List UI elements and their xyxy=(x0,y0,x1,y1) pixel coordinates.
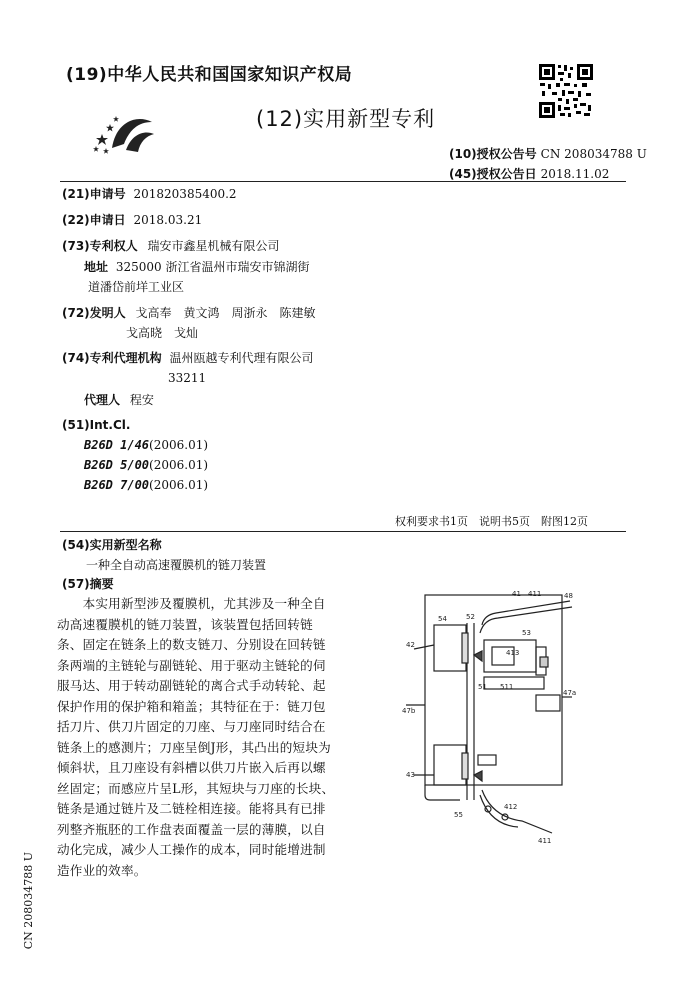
figure-label-47a: 47a xyxy=(563,689,577,697)
ipc-entry xyxy=(84,458,208,472)
ipc-entry xyxy=(84,478,208,492)
inventors-line-1: 戈高奉 黄文鸿 周浙永 陈建敏 xyxy=(135,306,316,320)
patentee-label: (73)专利权人 xyxy=(62,239,138,253)
header-divider xyxy=(60,181,626,182)
ipc-label xyxy=(62,415,130,435)
figure-label-412: 412 xyxy=(504,803,518,811)
abstract-line: 条两端的主链轮与副链轮、用于驱动主链轮的伺 xyxy=(57,657,326,673)
abstract-line: 列整齐瓶胚的工作盘表面覆盖一层的薄膜，以自 xyxy=(57,821,326,837)
patent-agency-label: (74)专利代理机构 xyxy=(62,351,162,365)
agent-value: 程安 xyxy=(129,393,154,407)
cnipa-emblem xyxy=(90,104,162,156)
application-date-label: (22)申请日 xyxy=(62,213,126,227)
address-label: 地址 xyxy=(84,260,109,274)
ipc-code: B26D 5/00 xyxy=(84,458,150,472)
figure-label-42: 42 xyxy=(406,641,415,649)
abstract-label-text: (57)摘要 xyxy=(62,577,114,591)
figure-label-41: 41 xyxy=(512,590,521,598)
abstract-line: 括刀片、供刀片固定的刀座、与刀座同时结合在 xyxy=(57,719,326,734)
abstract-line: 动化完成，减少人工操作的成本，同时能增进制 xyxy=(57,842,326,857)
inventors-line-2: 戈高晓 戈灿 xyxy=(126,326,199,340)
agent-label: 代理人 xyxy=(84,393,121,407)
figure-label-48: 48 xyxy=(564,592,573,600)
publication-date-value: 2018.11.02 xyxy=(540,167,610,181)
abstract-line: 丝固定；而感应片呈L形，其短块与刀座的长块、 xyxy=(57,780,335,796)
patent-agency xyxy=(62,348,314,368)
figure-label-43: 43 xyxy=(406,771,415,779)
patentee-value: 瑞安市鑫星机械有限公司 xyxy=(147,239,280,253)
figure-label-52: 52 xyxy=(466,613,475,621)
publication-number-value: CN 208034788 U xyxy=(540,147,647,161)
figure-label-55: 55 xyxy=(454,811,463,819)
figure-label-47b: 47b xyxy=(402,707,416,715)
application-number-label: (21)申请号 xyxy=(62,187,126,201)
chain-knife-device-drawing xyxy=(400,585,585,850)
qr-code xyxy=(538,63,594,119)
utility-model-name-label xyxy=(62,535,162,555)
patent-agency-value: 温州瓯越专利代理有限公司 xyxy=(169,351,314,365)
application-number-value: 201820385400.2 xyxy=(133,187,237,201)
patentee xyxy=(62,236,280,256)
address xyxy=(84,257,309,277)
biblio-divider xyxy=(60,531,626,532)
application-date xyxy=(62,210,202,230)
application-number xyxy=(62,184,237,204)
ipc-code: B26D 7/00 xyxy=(84,478,150,492)
ipc-code: B26D 1/46 xyxy=(84,438,150,452)
abstract-line: 条、固定在链条上的数支链刀、分别设在回转链 xyxy=(57,637,326,652)
abstract-label xyxy=(62,574,114,594)
address-line-2: 道潘岱前垟工业区 xyxy=(88,280,185,294)
abstract-line: 动高速覆膜机的链刀装置，该装置包括回转链 xyxy=(57,616,313,632)
document-type: (12)实用新型专利 xyxy=(256,107,436,131)
figure-label-411-bottom: 411 xyxy=(538,837,552,845)
publication-date-label: (45)授权公告日 xyxy=(449,167,537,181)
publication-date xyxy=(449,165,609,182)
inventors-label: (72)发明人 xyxy=(62,306,126,320)
issuing-office: (19)中华人民共和国国家知识产权局 xyxy=(66,65,353,85)
publication-number xyxy=(449,145,647,162)
application-date-value: 2018.03.21 xyxy=(133,213,203,227)
abstract-line: 本实用新型涉及覆膜机，尤其涉及一种全自 xyxy=(57,596,326,611)
ipc-version: (2006.01) xyxy=(149,458,209,472)
patent-agency-code: 33211 xyxy=(168,371,207,385)
page-count-summary: 权利要求书1页 说明书5页 附图12页 xyxy=(395,515,588,528)
figure-label-411-top: 411 xyxy=(528,590,542,598)
ipc-label-text: (51)Int.Cl. xyxy=(62,418,131,432)
abstract-line: 链条是通过链片及二链栓相连接。能将具有已排 xyxy=(57,801,326,816)
figure-label-51: 51 xyxy=(478,683,487,691)
figure-label-511: 511 xyxy=(500,683,514,691)
figure-label-53: 53 xyxy=(522,629,531,637)
abstract-line: 造作业的效率。 xyxy=(57,862,147,878)
inventors xyxy=(62,303,316,323)
utility-model-title: 一种全自动高速覆膜机的链刀装置 xyxy=(86,558,267,572)
ipc-version: (2006.01) xyxy=(149,478,209,492)
ipc-entry xyxy=(84,438,208,452)
side-publication-number: CN 208034788 U xyxy=(22,852,35,950)
title-label: (54)实用新型名称 xyxy=(62,538,162,552)
figure-label-54: 54 xyxy=(438,615,447,623)
abstract-line: 链条上的感测片；刀座呈倒J形，其凸出的短块为 xyxy=(57,739,331,755)
address-line-1: 325000 浙江省温州市瑞安市锦湖街 xyxy=(115,260,310,274)
publication-number-label: (10)授权公告号 xyxy=(449,147,537,161)
figure-label-413-top: 413 xyxy=(506,649,520,657)
agent xyxy=(84,390,154,410)
ipc-version: (2006.01) xyxy=(149,438,209,452)
abstract-line: 倾斜状，且刀座设有斜槽以供刀片嵌入后再以螺 xyxy=(57,760,326,775)
abstract-line: 保护作用的保护箱和箱盖；其特征在于：链刀包 xyxy=(57,698,326,714)
abstract-line: 服马达、用于转动副链轮的离合式手动转轮、起 xyxy=(57,678,326,693)
